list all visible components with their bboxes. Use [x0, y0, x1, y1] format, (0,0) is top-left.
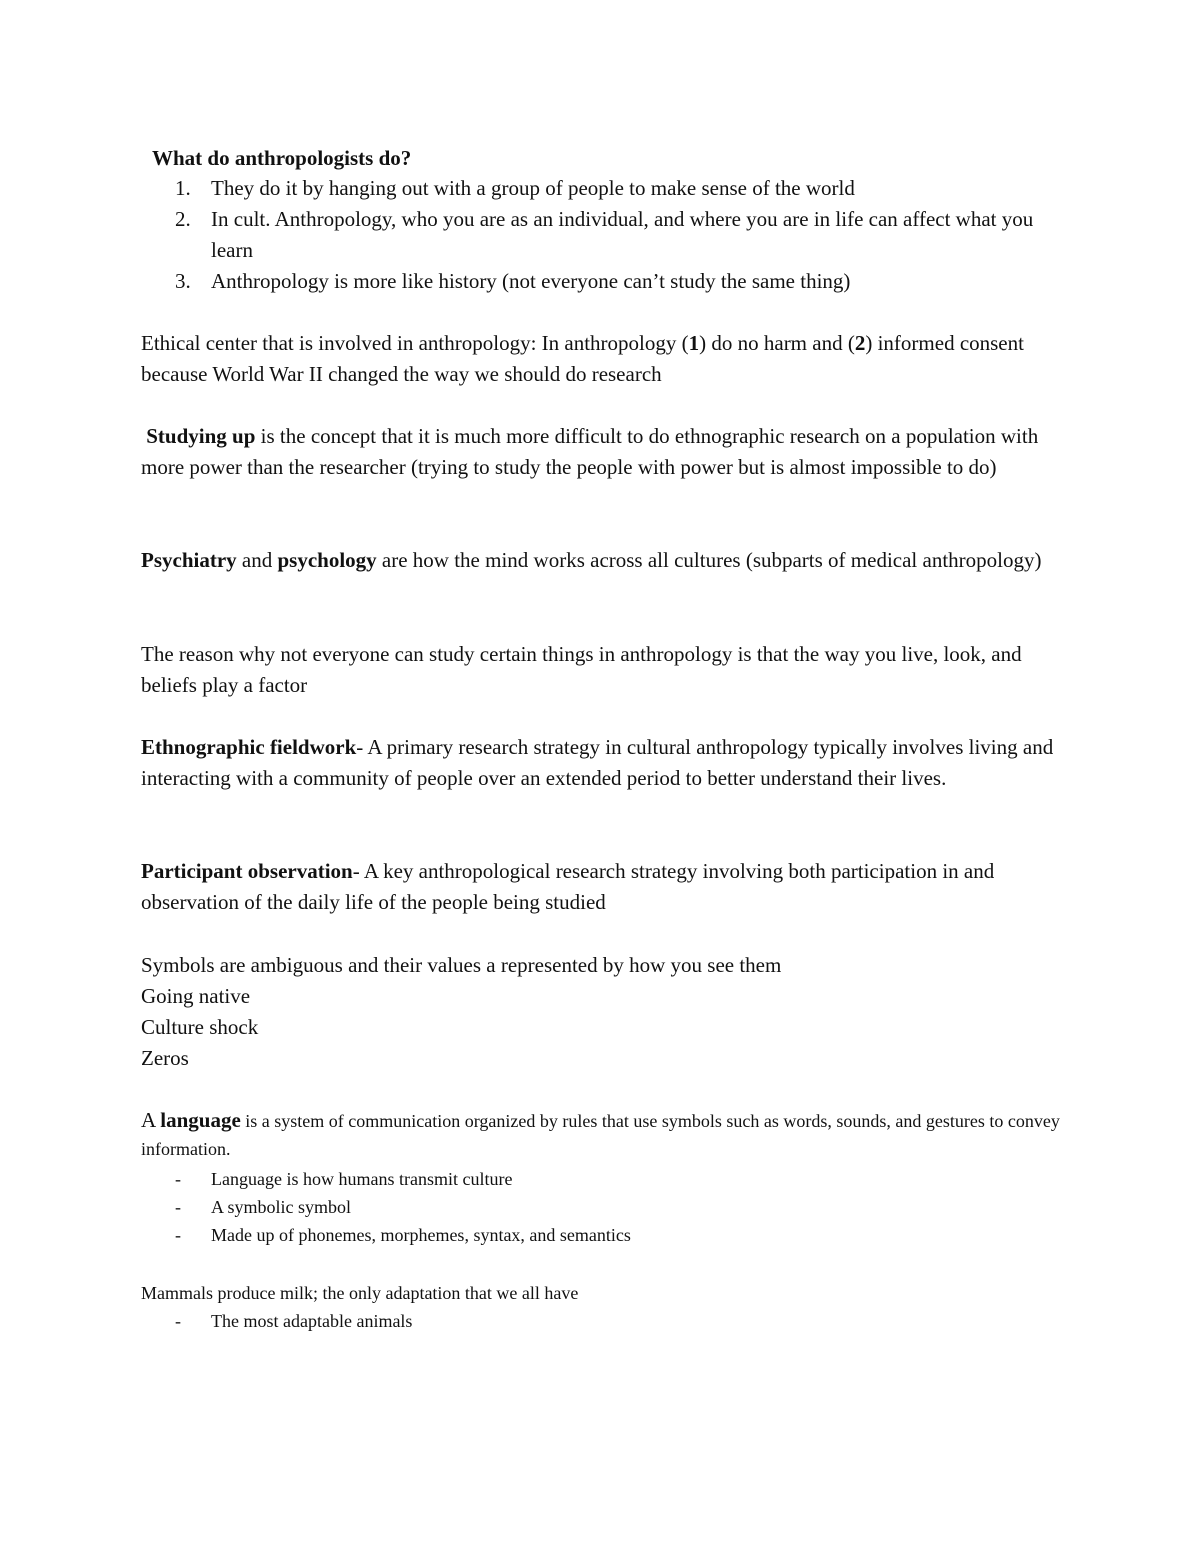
list-item: - Made up of phonemes, morphemes, syntax, and semantics	[175, 1225, 631, 1245]
symbols-notes	[141, 950, 1071, 1074]
list-item: 3. Anthropology is more like history (not everyone can’t study the same thing)	[175, 269, 851, 293]
section-heading: What do anthropologists do?	[152, 146, 412, 170]
studying-up-paragraph: Studying up is the concept that it is much more difficult to do ethnographic research on a population with more power than the researcher (trying to study the people with power but is almost impossible to do)	[141, 424, 1039, 479]
mammals-line: Mammals produce milk; the only adaptation that we all have	[141, 1283, 579, 1303]
list-item: - The most adaptable animals	[175, 1311, 413, 1331]
fieldwork-definition: Ethnographic fieldwork- A primary research strategy in cultural anthropology typically involves living and interacting with a community of people over an extended period to better understand their lives.	[141, 735, 1054, 790]
ethics-paragraph: Ethical center that is involved in anthropology: In anthropology (1) do no harm and (2) informed consent because World War II changed the way we should do research	[141, 331, 1024, 386]
list-item: - Language is how humans transmit culture	[175, 1169, 513, 1189]
list-item: 1. They do it by hanging out with a group of people to make sense of the world	[175, 176, 855, 200]
language-definition: A language is a system of communication organized by rules that use symbols such as words, sounds, and gestures to convey information.	[141, 1108, 1060, 1159]
note-line: Symbols are ambiguous and their values a represented by how you see them	[141, 953, 782, 977]
participant-observation-definition: Participant observation- A key anthropological research strategy involving both participation in and observation of the daily life of the people being studied	[141, 859, 995, 914]
list-item: 2. In cult. Anthropology, who you are as an individual, and where you are in life can affect what you learn	[175, 207, 1034, 262]
psychiatry-paragraph: Psychiatry and psychology are how the mind works across all cultures (subparts of medical anthropology)	[141, 548, 1042, 572]
language-bullets	[141, 1165, 1071, 1249]
note-line: Going native	[141, 984, 251, 1008]
note-line: Culture shock	[141, 1015, 259, 1039]
note-line: Zeros	[141, 1046, 189, 1070]
numbered-list	[141, 173, 1071, 297]
list-item: - A symbolic symbol	[175, 1197, 352, 1217]
mammals-bullets	[141, 1307, 1071, 1335]
reason-paragraph: The reason why not everyone can study certain things in anthropology is that the way you live, look, and beliefs play a factor	[141, 642, 1022, 697]
